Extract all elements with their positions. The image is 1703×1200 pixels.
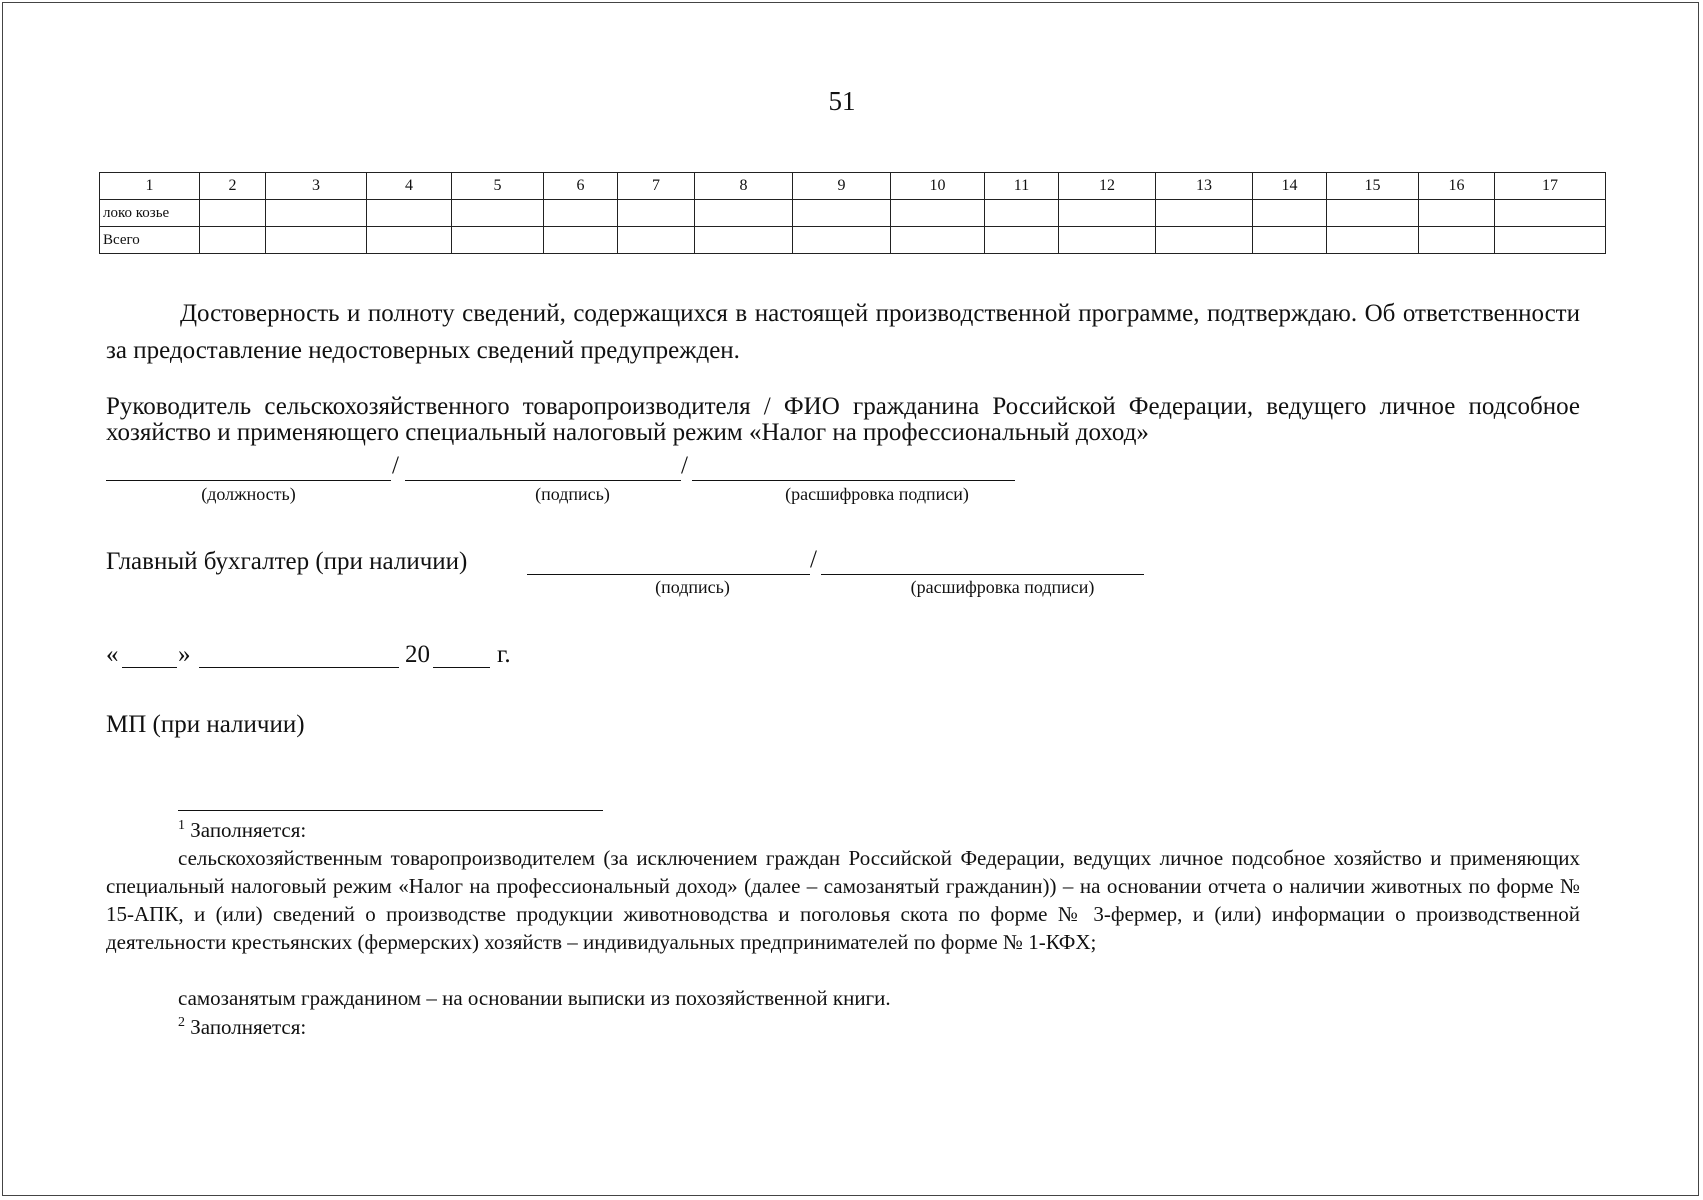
confirmation-text: [106, 295, 1580, 369]
table-cell[interactable]: [452, 227, 544, 254]
table-header-cell: 5: [452, 173, 544, 200]
table-header-cell: 9: [793, 173, 891, 200]
table-cell[interactable]: [1419, 200, 1495, 227]
table-cell[interactable]: [1253, 200, 1327, 227]
signature-line[interactable]: [405, 480, 681, 481]
table-cell[interactable]: [1495, 227, 1606, 254]
table-cell[interactable]: [367, 227, 452, 254]
table-cell[interactable]: [891, 200, 985, 227]
table-cell[interactable]: [793, 200, 891, 227]
table-header-row: [100, 173, 1606, 200]
table-header-cell: 7: [618, 173, 695, 200]
chief-accountant-label: Главный бухгалтер (при наличии): [106, 548, 468, 575]
table-cell[interactable]: [1156, 200, 1253, 227]
signature-caption: (подпись): [535, 484, 610, 504]
footnote-1-mark: 1: [178, 818, 185, 833]
footnote-1-text-1: сельскохозяйственным товаропроизводителем (за исключением граждан Российской Федерации, ведущих личное подсобное хозяйство и применяющих специальный налоговый режим «Налог на профессиональный доход» (далее – самозанятый гражданин)) – на основании отчета о наличии животных по форме № 15-АПК, и (или) сведений о производстве продукции животноводства и поголовья скота по форме № 3-фермер, и (или) информации о производственной деятельности крестьянских (фермерских) хозяйств – индивидуальных предпринимателей по форме № 1-КФХ;: [106, 846, 1580, 954]
position-line[interactable]: [106, 480, 391, 481]
table-header-cell: 14: [1253, 173, 1327, 200]
table-cell[interactable]: [1419, 227, 1495, 254]
table-cell[interactable]: [544, 227, 618, 254]
year-line[interactable]: [433, 667, 490, 668]
table-cell[interactable]: [266, 227, 367, 254]
table-header-cell: 17: [1495, 173, 1606, 200]
footnote-2-title-text: Заполняется:: [190, 1015, 307, 1039]
table-header-cell: 4: [367, 173, 452, 200]
table-header-cell: 16: [1419, 173, 1495, 200]
table-cell[interactable]: [544, 200, 618, 227]
footnote-2-title: [106, 1013, 1580, 1041]
table-header-cell: 3: [266, 173, 367, 200]
footnote-1-title: [106, 816, 1580, 844]
table-cell[interactable]: [1495, 200, 1606, 227]
year-suffix: г.: [497, 641, 511, 668]
table-header-cell: 8: [695, 173, 793, 200]
head-title: Руководитель сельскохозяйственного товаропроизводителя / ФИО гражданина Российской Федерации, ведущего личное подсобное хозяйство и применяющего специальный налоговый режим «Налог на профессиональный доход»: [106, 393, 1580, 446]
table-row: [100, 200, 1606, 227]
footnote-1-text-2: самозанятым гражданином – на основании выписки из похозяйственной книги.: [178, 986, 891, 1010]
footnote-1-text: [106, 844, 1580, 956]
confirmation-line-1: Достоверность и полноту сведений, содержащихся в настоящей производственной программе, подтверждаю.: [180, 300, 1358, 327]
table-header-cell: 13: [1156, 173, 1253, 200]
chief-signature-decoding-caption: (расшифровка подписи): [910, 577, 1095, 597]
table-header-cell: 11: [985, 173, 1059, 200]
month-line[interactable]: [199, 667, 399, 668]
date-close-quote: »: [178, 641, 191, 668]
date-open-quote: «: [106, 641, 119, 668]
confirmation-line-2: Об ответственности за предоставление недостоверных сведений предупрежден.: [106, 300, 1580, 364]
day-line[interactable]: [122, 667, 177, 668]
footnote-1-text-2-block: [106, 984, 1580, 1012]
year-prefix: 20: [405, 641, 430, 668]
separator-slash: /: [810, 546, 817, 573]
signature-decoding-caption: (расшифровка подписи): [785, 484, 969, 504]
table-header-cell: 1: [100, 173, 200, 200]
table-cell[interactable]: [695, 227, 793, 254]
table-cell[interactable]: [200, 200, 266, 227]
table-cell[interactable]: [891, 227, 985, 254]
footnote-separator: [178, 810, 603, 811]
table-header-cell: 12: [1059, 173, 1156, 200]
table-cell[interactable]: [1327, 227, 1419, 254]
separator-slash: /: [392, 452, 399, 479]
chief-signature-line[interactable]: [527, 574, 810, 575]
table-cell[interactable]: [367, 200, 452, 227]
table-row-label: локо козье: [100, 200, 200, 227]
table-cell[interactable]: [1059, 200, 1156, 227]
table-cell[interactable]: [266, 200, 367, 227]
table-cell[interactable]: [1253, 227, 1327, 254]
position-caption: (должность): [201, 484, 296, 504]
table-cell[interactable]: [618, 227, 695, 254]
table-cell[interactable]: [985, 200, 1059, 227]
table-row: [100, 227, 1606, 254]
table-header-cell: 10: [891, 173, 985, 200]
table-header-cell: 2: [200, 173, 266, 200]
table-cell[interactable]: [793, 227, 891, 254]
data-table: [99, 172, 1606, 254]
page-number: 51: [828, 86, 856, 116]
table-row-label: Всего: [100, 227, 200, 254]
table-cell[interactable]: [200, 227, 266, 254]
table-cell[interactable]: [1156, 227, 1253, 254]
separator-slash: /: [681, 452, 688, 479]
chief-signature-decoding-line[interactable]: [821, 574, 1144, 575]
footnote-1-title-text: Заполняется:: [190, 818, 307, 842]
table-cell[interactable]: [985, 227, 1059, 254]
footnote-2-mark: 2: [178, 1015, 185, 1030]
table-cell[interactable]: [1327, 200, 1419, 227]
table-header-cell: 15: [1327, 173, 1419, 200]
chief-signature-caption: (подпись): [655, 577, 730, 597]
table-cell[interactable]: [695, 200, 793, 227]
table-header-cell: 6: [544, 173, 618, 200]
stamp-label: МП (при наличии): [106, 711, 305, 738]
table-cell[interactable]: [1059, 227, 1156, 254]
table-cell[interactable]: [618, 200, 695, 227]
signature-decoding-line[interactable]: [692, 480, 1015, 481]
table-cell[interactable]: [452, 200, 544, 227]
